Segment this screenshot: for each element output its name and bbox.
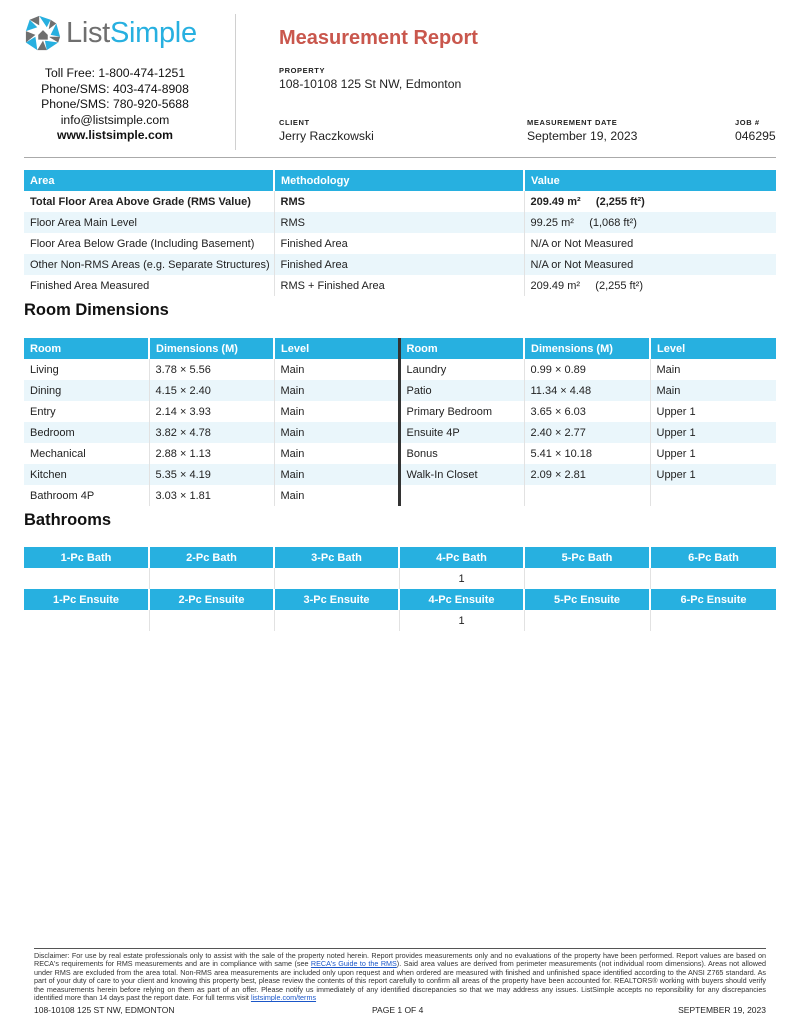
reca-guide-link[interactable]: RECA's Guide to the RMS (310, 959, 397, 969)
level-header: Level (274, 338, 399, 359)
footer-date: SEPTEMBER 19, 2023 (678, 1005, 766, 1015)
room-dimensions (524, 485, 650, 506)
room-dimensions: 2.88 × 1.13 (149, 443, 274, 464)
room-level: Main (274, 380, 399, 401)
area-value: N/A or Not Measured (524, 254, 776, 275)
area-name: Finished Area Measured (24, 275, 274, 296)
table-row (24, 401, 776, 422)
room-dimensions: 4.15 × 2.40 (149, 380, 274, 401)
bath-value-row (24, 568, 776, 589)
room-name: Primary Bedroom (399, 401, 524, 422)
table-row (24, 233, 776, 254)
client-label: CLIENT (279, 118, 310, 127)
header-rule (24, 157, 776, 158)
room-level: Upper 1 (656, 405, 696, 418)
ensuite-count (524, 610, 650, 631)
room-dimensions-table (24, 338, 776, 506)
room-name: Bathroom 4P (24, 485, 149, 506)
table-row (24, 275, 776, 296)
area-name: Floor Area Main Level (24, 212, 274, 233)
area-method: Finished Area (274, 254, 524, 275)
room-level: Main (274, 401, 399, 422)
room-dimensions: 3.03 × 1.81 (149, 485, 274, 506)
room-name: Living (24, 359, 149, 380)
room-level: Upper 1 (650, 422, 776, 443)
area-name: Floor Area Below Grade (Including Basement) (24, 233, 274, 254)
table-row (24, 380, 776, 401)
area-method: RMS (274, 212, 524, 233)
room-level: Main (274, 485, 399, 506)
room-name: Entry (24, 401, 149, 422)
area-name: Total Floor Area Above Grade (RMS Value) (24, 191, 274, 212)
room-level (650, 485, 776, 506)
level-header: Level (650, 338, 776, 359)
ensuite-count (149, 610, 274, 631)
header-divider (235, 14, 236, 150)
ensuite-header-row (24, 589, 776, 610)
phone-sms-1[interactable]: Phone/SMS: 403-474-8908 (41, 81, 189, 96)
ensuite-type-header: 3-Pc Ensuite (274, 589, 399, 610)
table-row (24, 464, 776, 485)
area-table (24, 170, 776, 296)
property-label: PROPERTY (279, 66, 326, 75)
room-name: Bonus (399, 443, 524, 464)
measurement-date-label: MEASUREMENT DATE (527, 118, 618, 127)
room-name: Kitchen (24, 464, 149, 485)
job-number: 046295 (735, 129, 776, 143)
room-level: Upper 1 (650, 464, 776, 485)
bath-count (274, 568, 399, 589)
footer-page-number: PAGE 1 OF 4 (372, 1005, 424, 1015)
logo-word-list: List (66, 16, 110, 49)
bathrooms-title: Bathrooms (24, 511, 112, 529)
room-name: Patio (399, 380, 524, 401)
area-method: Finished Area (274, 233, 524, 254)
room-level: Main (274, 443, 399, 464)
bath-count (650, 568, 776, 589)
disclaimer (34, 948, 766, 1002)
room-dimensions: 2.14 × 3.93 (149, 401, 274, 422)
area-value: 209.49 m² (2,255 ft²) (530, 279, 643, 292)
room-dimensions: 2.40 × 2.77 (524, 422, 650, 443)
measurement-date: September 19, 2023 (527, 129, 638, 143)
bath-header-row (24, 547, 776, 568)
table-row (24, 254, 776, 275)
room-level: Main (656, 363, 681, 376)
disclaimer-text-1: Disclaimer: For use by real estate professionals only to assist with the sale of the property noted herein. Report provides measurements only and no evaluations of the property have been performed. Report values are based on RECA's requirements for RMS measurements and are in compliance with same (see (34, 951, 766, 969)
room-dimensions: 5.41 × 10.18 (524, 443, 650, 464)
room-name: Ensuite 4P (399, 422, 524, 443)
disclaimer-text-2: ). Said area values are derived from perimeter measurements (not individual room dimensions). Areas not allowed under RMS are excluded from the area total. Non-RMS area measurements are included only upon request and when ordered are measured with finished and unfinished space identified according to the ANSI Z765 standard. As part of your duty of care to your client and knowing this property best, please review the contents of this report carefully to confirm all areas of the property have been accounted for. REALTORS® working with buyers should verify the measurements herein before relying on them as part of an offer. Please notify us immediately of any identified discrepancies so that we may address any issues. ListSimple accepts no reponsibility for any discrepancies identified more than 14 days past the report date. For full terms visit (34, 959, 766, 1003)
bath-type-header: 4-Pc Bath (399, 547, 524, 568)
area-table-header (24, 170, 776, 191)
area-method: RMS + Finished Area (274, 275, 524, 296)
area-value: 209.49 m² (2,255 ft²) (530, 195, 645, 208)
property-address: 108-10108 125 St NW, Edmonton (279, 77, 462, 91)
table-row (24, 485, 776, 506)
dimensions-header: Dimensions (M) (524, 338, 650, 359)
contact-block (24, 66, 206, 144)
bath-type-header: 1-Pc Bath (24, 547, 149, 568)
bathrooms-table (24, 547, 776, 631)
room-dimensions: 3.65 × 6.03 (524, 401, 650, 422)
client-name: Jerry Raczkowski (279, 129, 374, 143)
bath-count: 1 (399, 568, 524, 589)
ensuite-type-header: 1-Pc Ensuite (24, 589, 149, 610)
room-dimensions: 0.99 × 0.89 (524, 359, 650, 380)
bath-type-header: 6-Pc Bath (650, 547, 776, 568)
logo-word-simple: Simple (109, 16, 197, 49)
listsimple-logo (24, 14, 197, 52)
room-dimensions: 2.09 × 2.81 (524, 464, 650, 485)
room-name: Mechanical (24, 443, 149, 464)
room-name: Walk-In Closet (399, 464, 524, 485)
phone-sms-2[interactable]: Phone/SMS: 780-920-5688 (41, 97, 189, 112)
room-level: Upper 1 (656, 447, 696, 460)
job-number-label: JOB # (735, 118, 760, 127)
table-row (24, 191, 776, 212)
room-dimensions: 11.34 × 4.48 (524, 380, 650, 401)
room-name: Dining (24, 380, 149, 401)
ensuite-type-header: 4-Pc Ensuite (399, 589, 524, 610)
table-row (24, 359, 776, 380)
bath-count (24, 568, 149, 589)
ensuite-type-header: 2-Pc Ensuite (149, 589, 274, 610)
contact-email[interactable]: info@listsimple.com (60, 112, 170, 127)
rooms-table-header (24, 338, 776, 359)
table-row (24, 443, 776, 464)
house-camera-logo-icon (24, 14, 62, 52)
ensuite-count (650, 610, 776, 631)
area-name: Other Non-RMS Areas (e.g. Separate Structures) (24, 254, 274, 275)
ensuite-type-header: 6-Pc Ensuite (650, 589, 776, 610)
ensuite-count: 1 (399, 610, 524, 631)
table-row (24, 212, 776, 233)
room-level: Main (650, 380, 776, 401)
room-level: Main (274, 464, 399, 485)
room-header: Room (399, 338, 524, 359)
room-dimensions: 3.82 × 4.78 (149, 422, 274, 443)
report-header (0, 0, 800, 160)
room-level: Main (274, 422, 399, 443)
room-header: Room (24, 338, 149, 359)
ensuite-type-header: 5-Pc Ensuite (524, 589, 650, 610)
ensuite-count (274, 610, 399, 631)
room-name (399, 485, 524, 506)
ensuite-value-row (24, 610, 776, 631)
methodology-header: Methodology (274, 170, 524, 191)
bath-count (524, 568, 650, 589)
dimensions-header: Dimensions (M) (149, 338, 274, 359)
bath-type-header: 2-Pc Bath (149, 547, 274, 568)
area-value: 99.25 m² (1,068 ft²) (524, 212, 776, 233)
bath-type-header: 3-Pc Bath (274, 547, 399, 568)
area-header: Area (24, 170, 274, 191)
bath-count (149, 568, 274, 589)
value-header: Value (524, 170, 776, 191)
room-dimensions: 5.35 × 4.19 (149, 464, 274, 485)
area-method: RMS (274, 191, 524, 212)
area-value: N/A or Not Measured (530, 237, 634, 250)
toll-free-phone[interactable]: Toll Free: 1-800-474-1251 (44, 66, 186, 80)
footer-address: 108-10108 125 ST NW, EDMONTON (34, 1005, 175, 1015)
terms-link[interactable]: listsimple.com/terms (250, 993, 317, 1003)
room-level: Main (274, 359, 399, 380)
room-dimensions: 3.78 × 5.56 (149, 359, 274, 380)
page-title: Measurement Report (279, 27, 478, 49)
room-name: Bedroom (24, 422, 149, 443)
website-link[interactable]: www.listsimple.com (56, 128, 174, 143)
logo-wordmark (66, 17, 197, 50)
room-name: Laundry (399, 359, 524, 380)
ensuite-count (24, 610, 149, 631)
room-dimensions-title: Room Dimensions (24, 301, 169, 319)
bath-type-header: 5-Pc Bath (524, 547, 650, 568)
table-row (24, 422, 776, 443)
